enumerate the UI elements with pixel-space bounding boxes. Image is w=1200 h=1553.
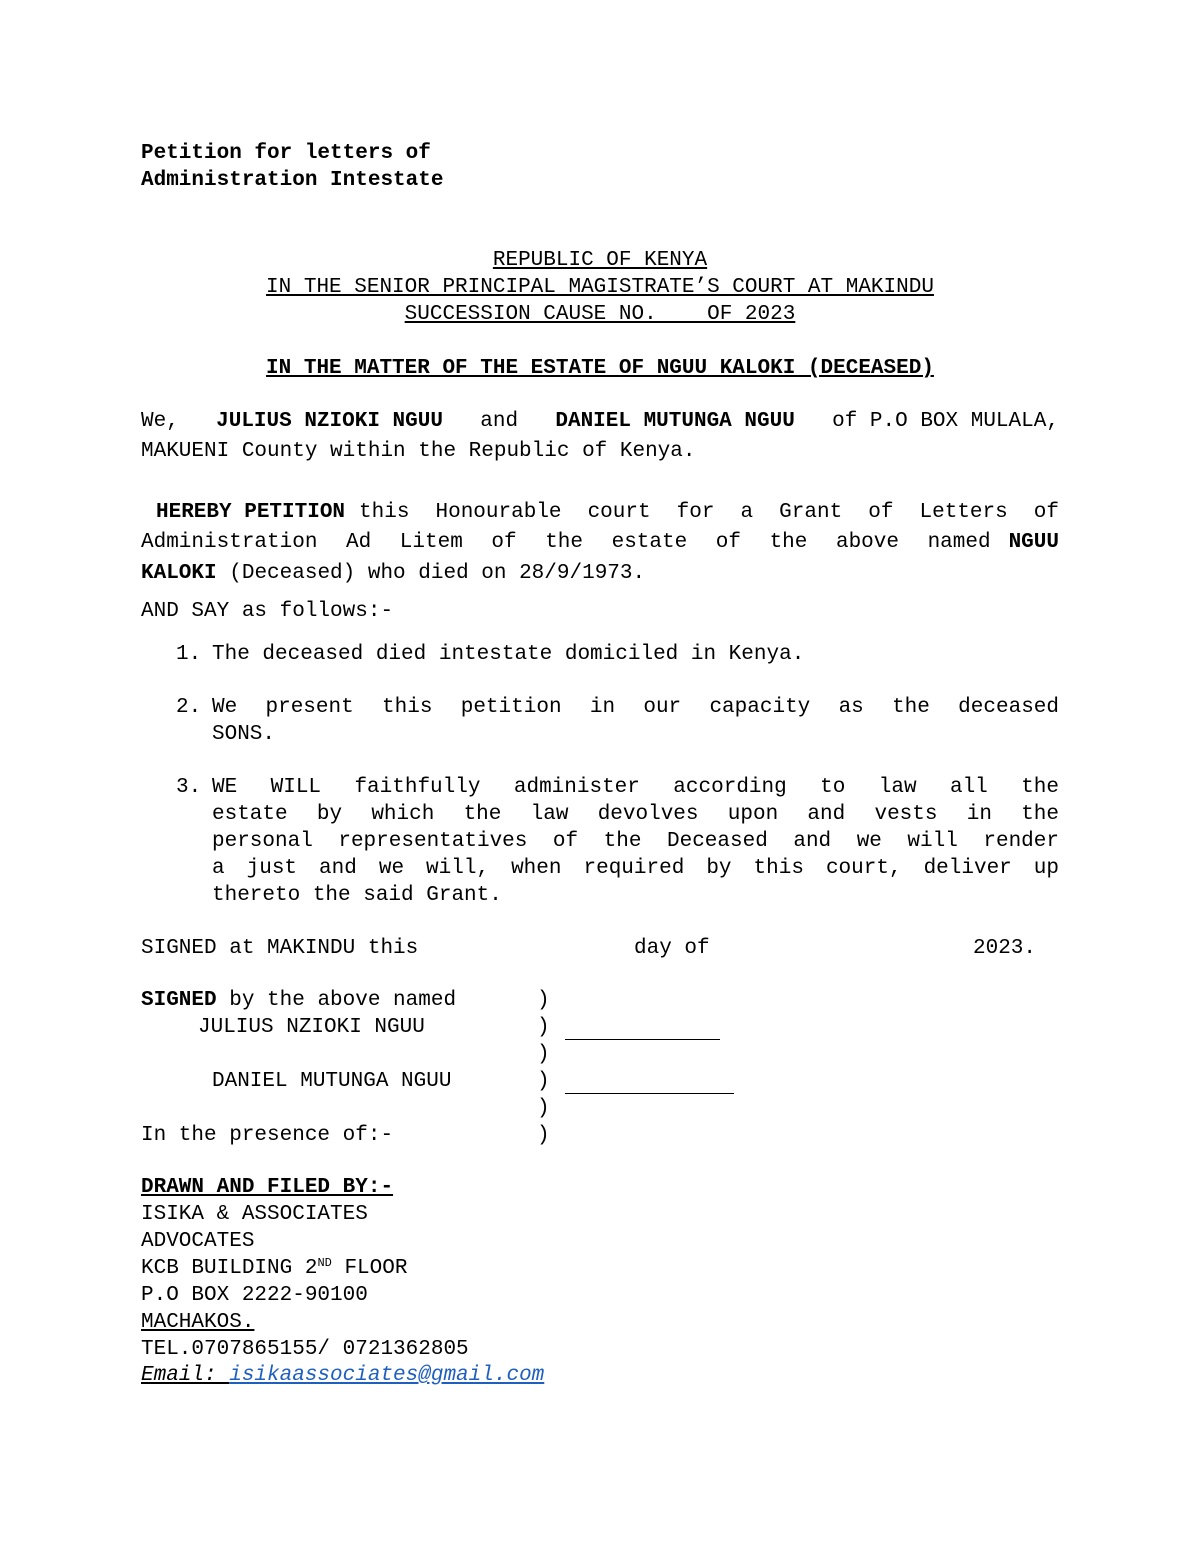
item-3-line-3: personal representatives of the Deceased and we will render (212, 830, 1059, 853)
signed-at-place: SIGNED at MAKINDU this (141, 937, 419, 960)
item-2-line-1: We present this petition in our capacity as the deceased (212, 696, 1059, 719)
presence-label: In the presence of:- (141, 1124, 394, 1147)
building-sup: ND (317, 1256, 332, 1270)
form-title-line2: Administration Intestate (141, 169, 444, 192)
petition-line1-rest: this Honourable court for a Grant of Letters of (359, 501, 1059, 524)
signed-at-year: 2023. (973, 937, 1037, 960)
heading-republic: REPUBLIC OF KENYA (492, 249, 708, 272)
petition-line2 (141, 529, 1059, 556)
firm-role: ADVOCATES (141, 1230, 255, 1253)
heading-cause: SUCCESSION CAUSE NO. OF 2023 (404, 303, 796, 326)
item-1-number: 1. (176, 643, 202, 666)
item-3-line-1: WE WILL faithfully administer according to law all the (212, 776, 1059, 799)
heading-matter: IN THE MATTER OF THE ESTATE OF NGUU KALOKI (DECEASED) (266, 357, 934, 380)
signatory-1-name: JULIUS NZIOKI NGUU (198, 1016, 425, 1039)
form-title-line1: Petition for letters of (141, 142, 431, 165)
petitioner1-name: JULIUS NZIOKI NGUU (216, 410, 443, 433)
signatory-2-name: DANIEL MUTUNGA NGUU (212, 1070, 452, 1093)
intro-and: and (480, 410, 519, 433)
signature-line-1[interactable] (565, 1039, 720, 1040)
petition-line3 (141, 560, 645, 587)
building-pre: KCB BUILDING 2 (141, 1257, 318, 1280)
signature-line-2[interactable] (565, 1093, 734, 1094)
signed-by-line (141, 987, 456, 1014)
intro-line1 (141, 408, 1059, 435)
filed-by-heading: DRAWN AND FILED BY:- (141, 1176, 394, 1199)
bracket-4: ) (537, 1070, 550, 1093)
item-3-line-2: estate by which the law devolves upon and vests in the (212, 803, 1059, 826)
item-1-line-1: The deceased died intestate domiciled in Kenya. (212, 643, 805, 666)
intro-line2: MAKUENI County within the Republic of Kenya. (141, 440, 696, 463)
bracket-3: ) (537, 1043, 550, 1066)
firm-email-row (141, 1362, 544, 1389)
item-3-line-4: a just and we will, when required by this court, deliver up (212, 857, 1059, 880)
firm-tel: TEL.0707865155/ 0721362805 (141, 1338, 469, 1361)
intro-address: of P.O BOX MULALA, (832, 410, 1059, 433)
item-2-line-2: SONS. (212, 723, 276, 746)
heading-court: IN THE SENIOR PRINCIPAL MAGISTRATE’S COURT AT MAKINDU (266, 276, 934, 299)
and-say: AND SAY as follows:- (141, 600, 394, 623)
petition-line3-rest: (Deceased) who died on 28/9/1973. (229, 562, 646, 585)
deceased-name-bold: KALOKI (141, 562, 217, 585)
email-label: Email: (141, 1364, 230, 1387)
petition-line1 (156, 499, 1059, 526)
item-3-number: 3. (176, 776, 202, 799)
bracket-2: ) (537, 1016, 550, 1039)
petition-line2-bold: NGUU (1008, 531, 1059, 554)
signed-at-day-of: day of (634, 937, 710, 960)
firm-town: MACHAKOS. (141, 1311, 255, 1334)
building-post: FLOOR (331, 1257, 408, 1280)
signed-rest: by the above named (229, 989, 457, 1012)
bracket-5: ) (537, 1097, 550, 1120)
item-2-number: 2. (176, 696, 202, 719)
firm-building (141, 1255, 407, 1282)
petition-hereby: HEREBY PETITION (156, 501, 346, 524)
petitioner2-name: DANIEL MUTUNGA NGUU (555, 410, 795, 433)
firm-name: ISIKA & ASSOCIATES (141, 1203, 368, 1226)
email-link[interactable]: isikaassociates@gmail.com (229, 1364, 545, 1387)
intro-we: We, (141, 410, 179, 433)
firm-pobox: P.O BOX 2222-90100 (141, 1284, 368, 1307)
petition-line2-text: Administration Ad Litem of the estate of the above named (141, 531, 991, 554)
bracket-1: ) (537, 989, 550, 1012)
signed-bold: SIGNED (141, 989, 217, 1012)
bracket-6: ) (537, 1124, 550, 1147)
item-3-line-5: thereto the said Grant. (212, 884, 502, 907)
